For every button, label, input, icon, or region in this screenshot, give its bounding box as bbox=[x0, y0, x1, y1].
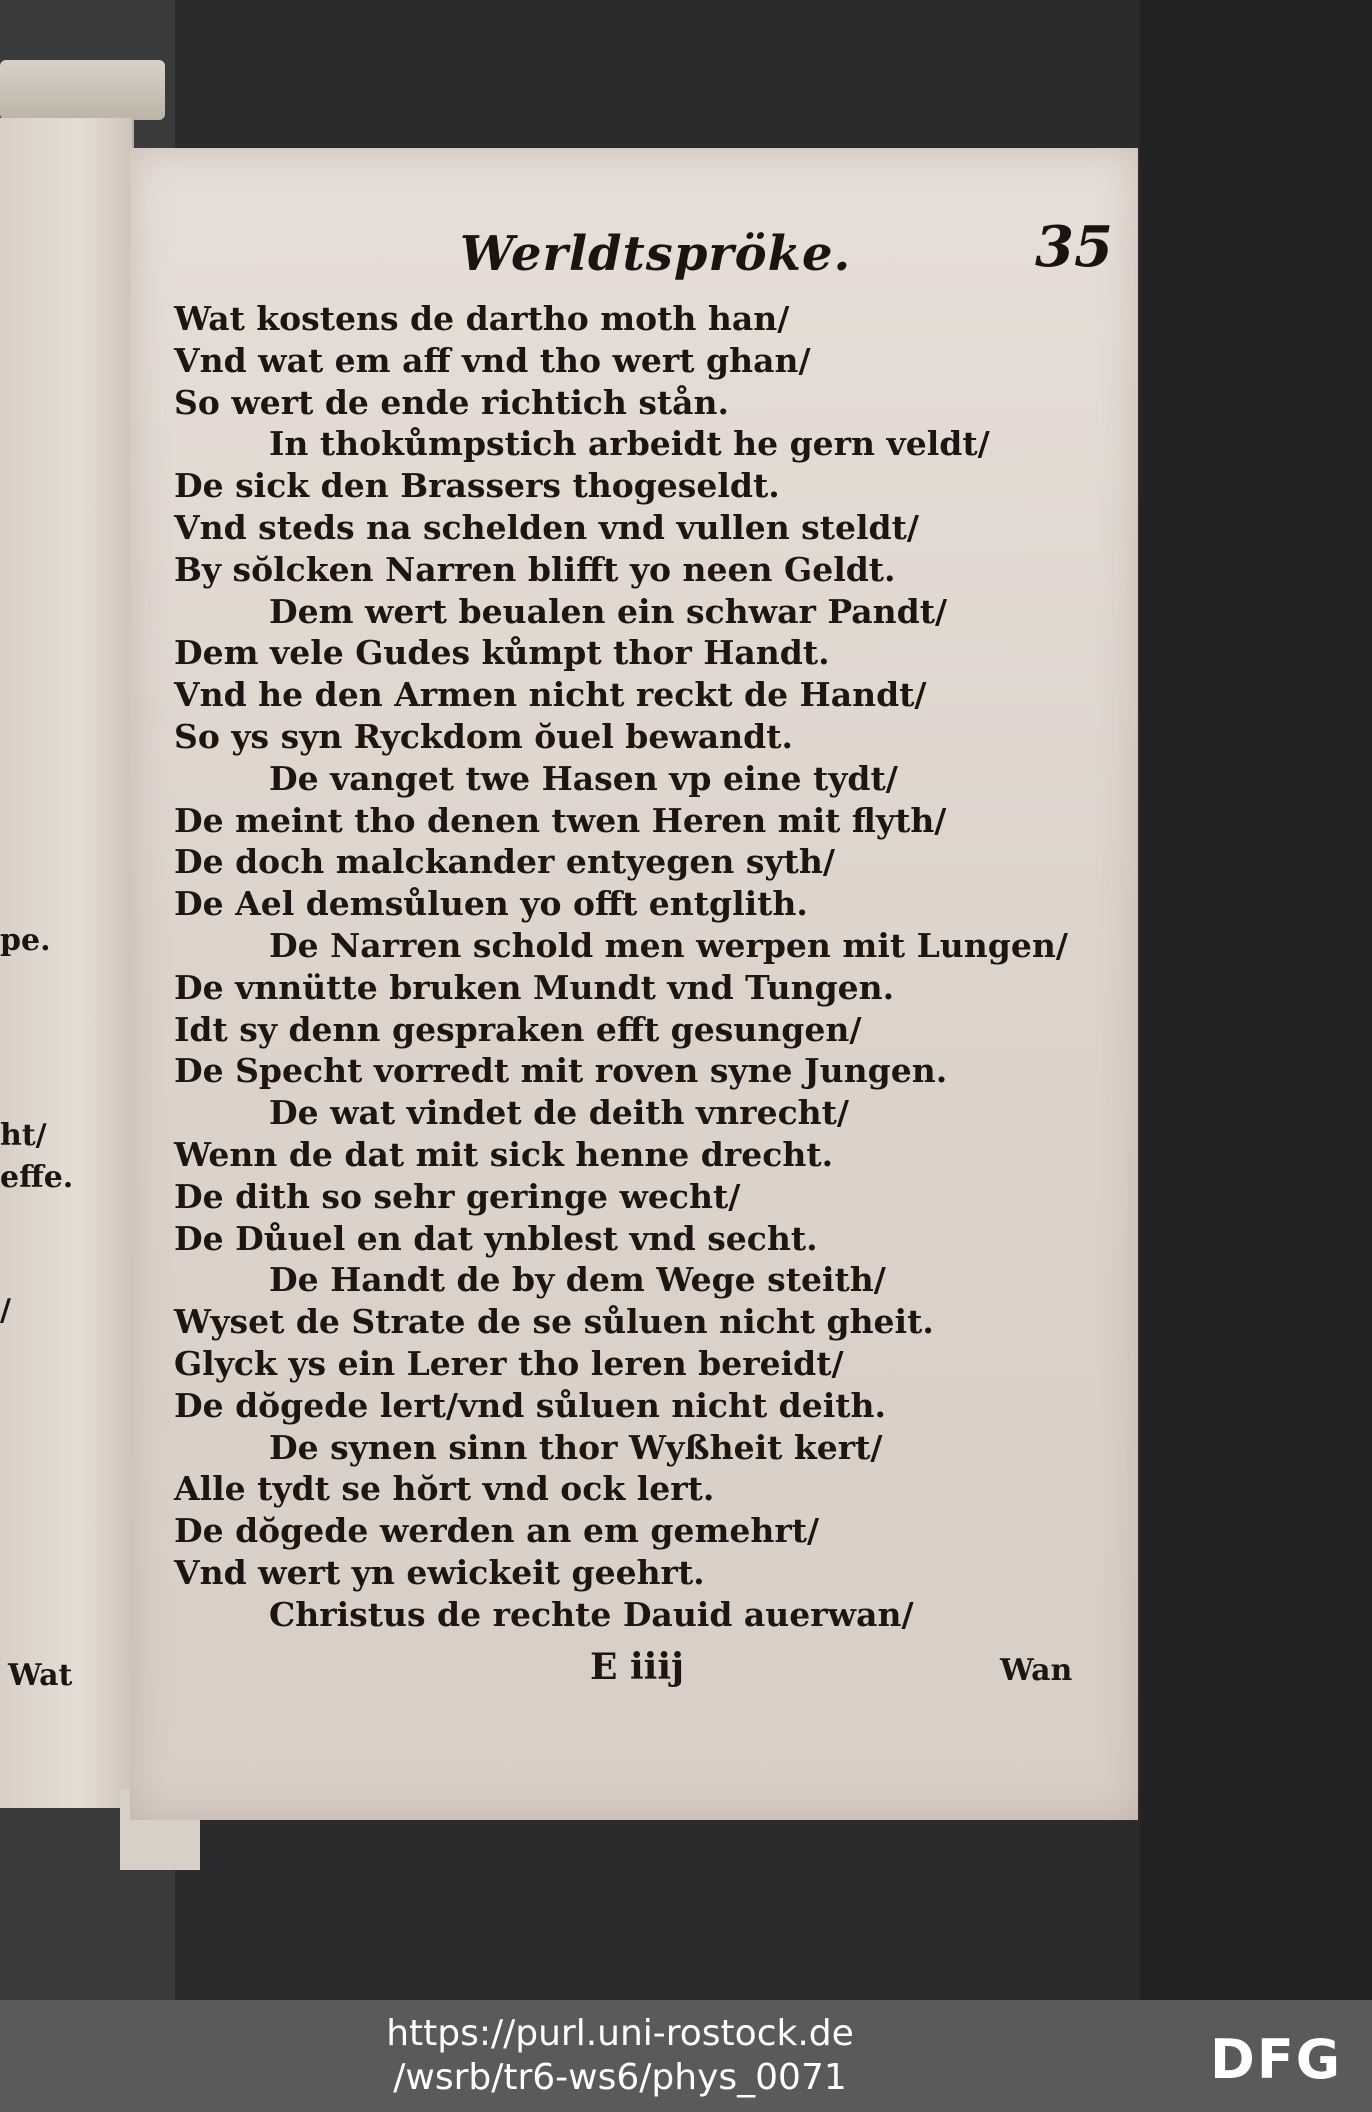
verse-line: Vnd he den Armen nicht reckt de Handt/ bbox=[174, 675, 927, 715]
left-page bbox=[0, 118, 134, 1808]
footer-url[interactable] bbox=[370, 2012, 870, 2100]
left-page-fragment: Wat bbox=[8, 1658, 73, 1693]
verse-line: So ys syn Ryckdom ŏuel bewandt. bbox=[174, 716, 793, 756]
verse-line: Wat kostens de dartho moth han/ bbox=[174, 299, 790, 338]
background-right bbox=[1140, 0, 1372, 2000]
verse-text bbox=[174, 298, 1124, 1636]
verse-line: De vanget twe Hasen vp eine tydt/ bbox=[269, 758, 898, 798]
book-binding-top bbox=[0, 60, 165, 120]
footer-bar bbox=[0, 2000, 1372, 2112]
verse-line: De dŏgede lert/vnd sůluen nicht deith. bbox=[174, 1385, 887, 1425]
verse-line: De Důuel en dat ynblest vnd secht. bbox=[174, 1218, 818, 1258]
verse-line: De Specht vorredt mit roven syne Jungen. bbox=[174, 1051, 948, 1091]
verse-line: Wyset de Strate de se sůluen nicht gheit. bbox=[174, 1302, 934, 1342]
left-page-fragment: pe. bbox=[0, 923, 51, 958]
verse-line: De wat vindet de deith vnrecht/ bbox=[269, 1093, 849, 1133]
verse-line: Vnd steds na schelden vnd vullen steldt/ bbox=[174, 507, 919, 547]
running-title: Werldtspröke. bbox=[460, 226, 852, 282]
verse-line: Christus de rechte Dauid auerwan/ bbox=[269, 1594, 914, 1634]
verse-line: De synen sinn thor Wyßheit kert/ bbox=[269, 1427, 883, 1467]
verse-line: Alle tydt se hŏrt vnd ock lert. bbox=[174, 1469, 715, 1509]
verse-line: De vnnütte bruken Mundt vnd Tungen. bbox=[174, 967, 895, 1007]
verse-line: De Ael demsůluen yo offt entglith. bbox=[174, 884, 808, 924]
verse-line: So wert de ende richtich stån. bbox=[174, 382, 730, 422]
left-page-fragment: / bbox=[0, 1293, 11, 1328]
verse-line: De Handt de by dem Wege steith/ bbox=[269, 1260, 886, 1300]
verse-line: De dith so sehr geringe wecht/ bbox=[174, 1176, 741, 1216]
verse-line: De sick den Brassers thogeseldt. bbox=[174, 466, 780, 506]
verse-line: Glyck ys ein Lerer tho leren bereidt/ bbox=[174, 1343, 844, 1383]
verse-line: Vnd wat em aff vnd tho wert ghan/ bbox=[174, 340, 811, 380]
verse-line: De doch malckander entyegen syth/ bbox=[174, 842, 835, 882]
verse-line: Dem vele Gudes kůmpt thor Handt. bbox=[174, 633, 830, 673]
verse-line: Dem wert beualen ein schwar Pandt/ bbox=[269, 591, 948, 631]
verse-line: De Narren schold men werpen mit Lungen/ bbox=[269, 925, 1068, 965]
verse-line: By sŏlcken Narren blifft yo neen Geldt. bbox=[174, 549, 896, 589]
verse-line: De meint tho denen twen Heren mit flyth/ bbox=[174, 800, 947, 840]
folio-number: 35 bbox=[1035, 214, 1113, 280]
verse-line: De dŏgede werden an em gemehrt/ bbox=[174, 1511, 820, 1551]
footer-url-line: /wsrb/tr6-ws6/phys_0071 bbox=[393, 2057, 847, 2098]
signature-mark: E iiij bbox=[590, 1646, 685, 1688]
left-page-fragment: effe. bbox=[0, 1160, 74, 1195]
dfg-logo: DFG bbox=[1210, 2028, 1343, 2091]
footer-url-line: https://purl.uni-rostock.de bbox=[386, 2013, 854, 2054]
verse-line: Wenn de dat mit sick henne drecht. bbox=[174, 1134, 834, 1174]
left-page-fragment: ht/ bbox=[0, 1118, 47, 1153]
book-page bbox=[130, 148, 1138, 1820]
catchword: Wan bbox=[1000, 1653, 1073, 1688]
verse-line: Vnd wert yn ewickeit geehrt. bbox=[174, 1552, 705, 1592]
verse-line: Idt sy denn gespraken efft gesungen/ bbox=[174, 1009, 862, 1049]
verse-line: In thokůmpstich arbeidt he gern veldt/ bbox=[269, 424, 990, 464]
